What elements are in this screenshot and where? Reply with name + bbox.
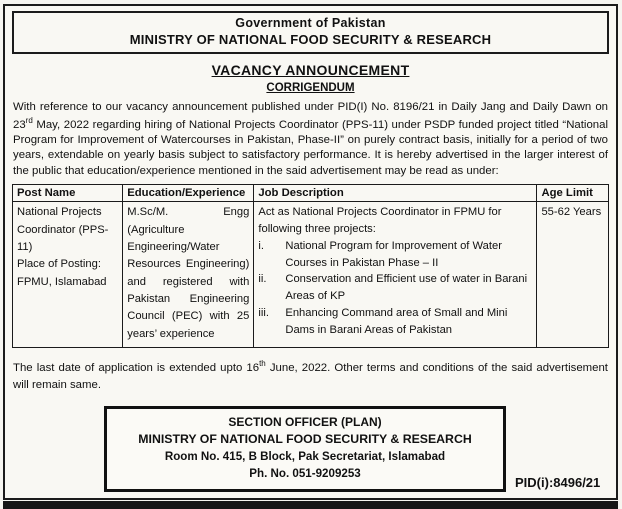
footer-row	[12, 406, 609, 492]
job-item-1	[258, 238, 532, 272]
col-header-post-name: Post Name	[13, 185, 123, 202]
bottom-scan-bar	[3, 501, 618, 509]
contact-box	[104, 406, 506, 492]
intro-text-part1: With reference to our vacancy announcement published under PID(I) No. 8196/21 in Daily Jang and Daily Dawn on 23	[13, 101, 608, 131]
ministry-heading: MINISTRY OF NATIONAL FOOD SECURITY & RESEARCH	[129, 32, 492, 47]
table-row	[13, 202, 609, 348]
post-name-text: National Projects Coordinator (PPS-11)	[17, 206, 109, 254]
closing-text-part2: June, 2022. Other terms and conditions of the said advertisement will remain same.	[13, 361, 608, 391]
col-header-age-limit: Age Limit	[537, 185, 609, 202]
col-header-job-description: Job Description	[254, 185, 537, 202]
government-heading: Government of Pakistan	[235, 16, 386, 30]
job-item-2-number: ii.	[258, 273, 267, 286]
intro-superscript: rd	[25, 115, 33, 125]
job-item-3-text: Enhancing Command area of Small and Mini Dams in Barani Areas of Pakistan	[285, 307, 508, 336]
job-item-2	[258, 271, 532, 305]
job-item-1-text: National Program for Improvement of Water Courses in Pakistan Phase – II	[285, 239, 502, 269]
header-box	[12, 11, 609, 54]
closing-paragraph	[13, 358, 608, 393]
education-cell: M.Sc/M. Engg (Agriculture Engineering/Water Resources Engineering) and registered with Pakistan Engineering Council (PEC) with 25 years’ experience	[123, 202, 254, 348]
job-item-1-number: i.	[258, 239, 264, 252]
job-item-3-number: iii.	[258, 307, 269, 320]
page-title: VACANCY ANNOUNCEMENT	[211, 62, 410, 78]
job-description-cell	[254, 202, 537, 348]
closing-text-part1: The last date of application is extended upto 16	[13, 361, 260, 374]
closing-superscript: th	[259, 359, 266, 369]
corrigendum-subtitle: CORRIGENDUM	[266, 82, 355, 94]
phone-line: Ph. No. 051-9209253	[249, 467, 361, 481]
intro-text-part2: May, 2022 regarding hiring of National Projects Coordinator (PPS-11) under PSDP funded project titled “National Program for Improvement of Watercourses in Pakistan, Phase-II” on purely contract basis, initially for a period of two years, extendable on yearly basis subject to satisfactory performance. It is hereby advertised in the larger interest of the public that education/experience mentioned in the said advertisement may be read as under:	[13, 118, 608, 177]
job-intro-text: Act as National Projects Coordinator in FPMU for following three projects:	[258, 206, 502, 236]
pid-number: PID(i):8496/21	[515, 474, 601, 490]
posting-text: Place of Posting: FPMU, Islamabad	[17, 258, 107, 288]
post-name-cell	[13, 202, 123, 348]
intro-paragraph	[13, 100, 608, 179]
section-officer-line: SECTION OFFICER (PLAN)	[228, 415, 382, 430]
age-limit-cell: 55-62 Years	[537, 202, 609, 348]
col-header-education: Education/Experience	[123, 185, 254, 202]
address-line: Room No. 415, B Block, Pak Secretariat, Islamabad	[164, 450, 446, 464]
job-item-2-text: Conservation and Efficient use of water in Barani Areas of KP	[285, 273, 528, 303]
job-item-3	[258, 305, 532, 339]
ministry-contact-line: MINISTRY OF NATIONAL FOOD SECURITY & RESEARCH	[138, 432, 472, 447]
table-header-row	[13, 185, 609, 202]
document-body	[3, 4, 618, 500]
vacancy-table	[12, 184, 609, 348]
